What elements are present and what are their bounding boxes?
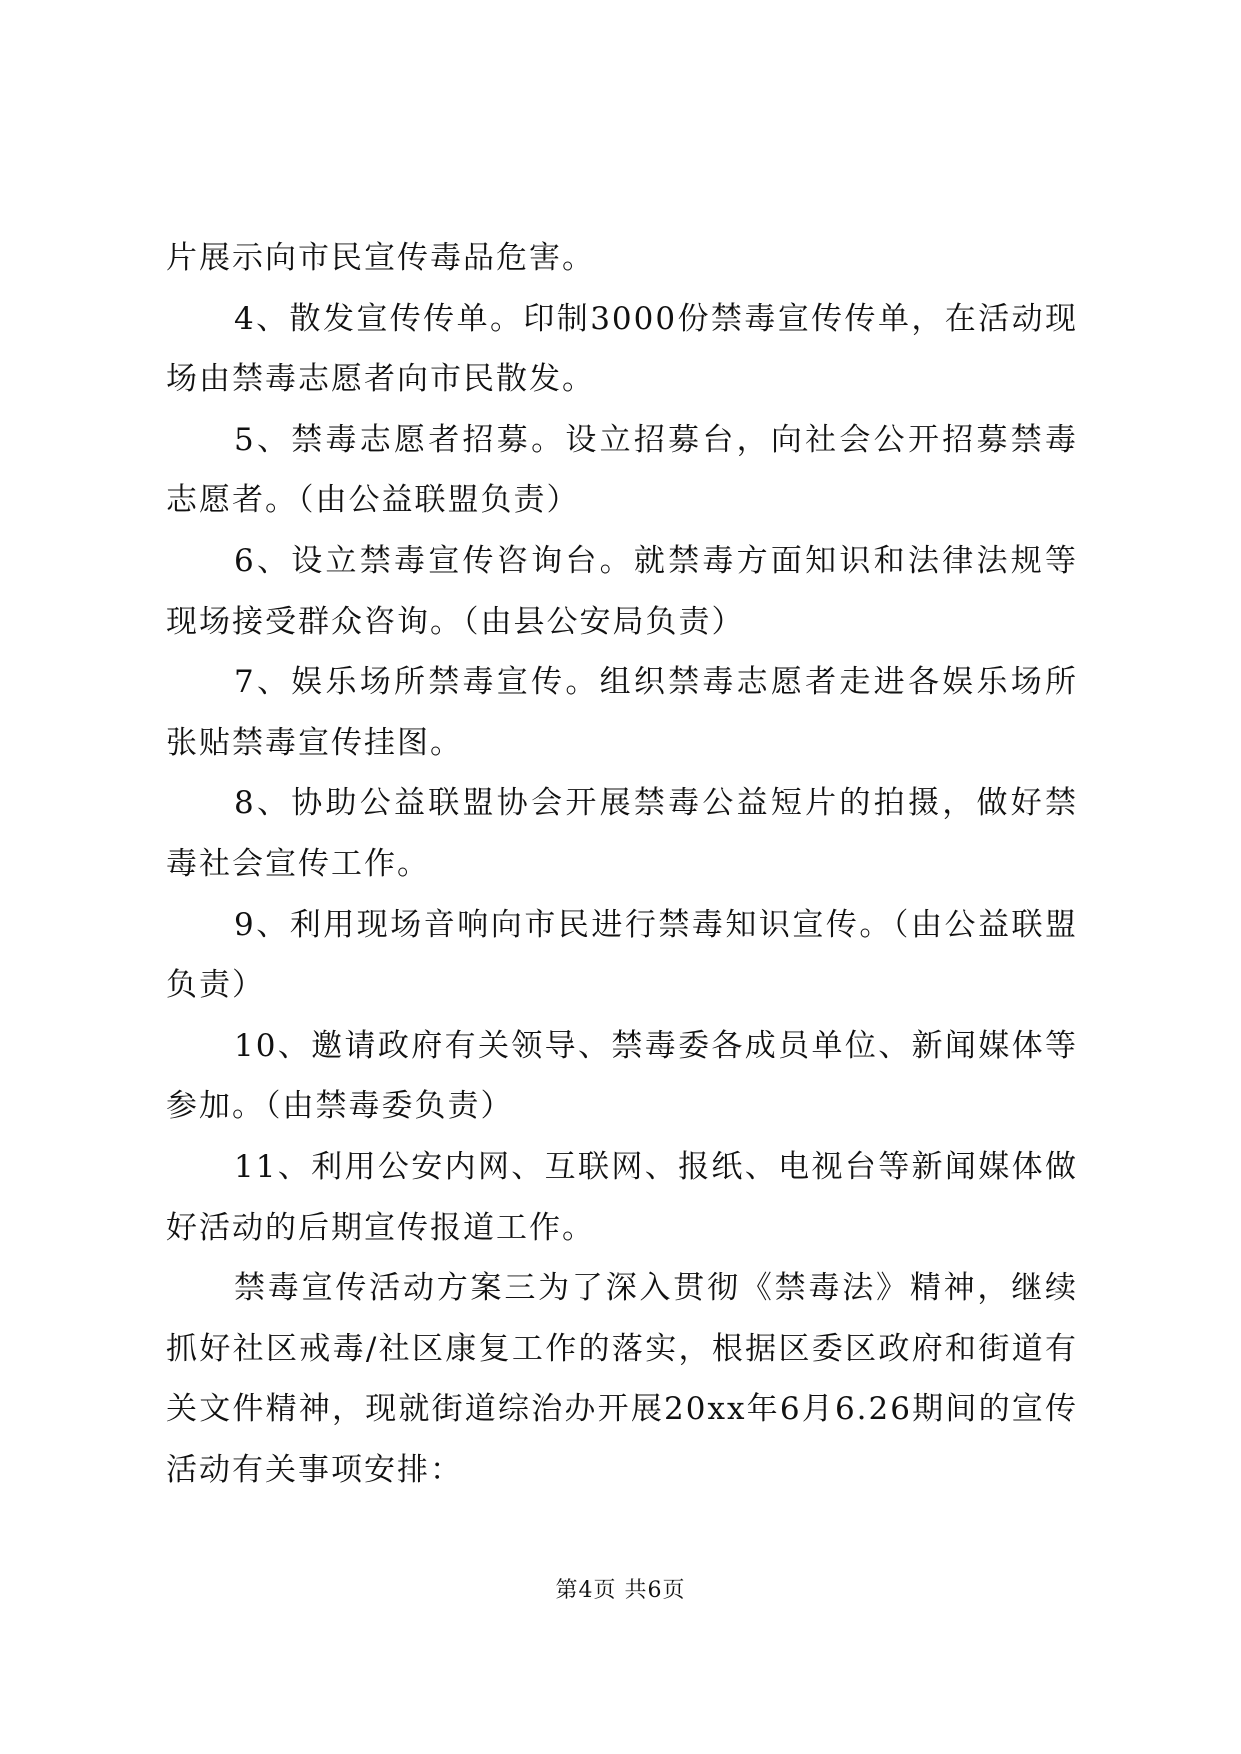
- paragraph-item-6: 6、设立禁毒宣传咨询台。就禁毒方面知识和法律法规等现场接受群众咨询。（由县公安局负责）: [166, 542, 1078, 640]
- paragraph-item-8: 8、协助公益联盟协会开展禁毒公益短片的拍摄，做好禁毒社会宣传工作。: [166, 785, 1078, 882]
- paragraph-plan-three: 禁毒宣传活动方案三为了深入贯彻《禁毒法》精神，继续抓好社区戒毒/社区康复工作的落实，根据区委区政府和街道有关文件精神，现就街道综治办开展20xx年6月6.26期间的宣传活动有关事项安排：: [166, 1270, 1078, 1488]
- paragraph-item-9: 9、利用现场音响向市民进行禁毒知识宣传。（由公益联盟负责）: [166, 906, 1078, 1004]
- paragraph-item-5: 5、禁毒志愿者招募。设立招募台，向社会公开招募禁毒志愿者。（由公益联盟负责）: [166, 421, 1078, 519]
- paragraph-item-11: 11、利用公安内网、互联网、报纸、电视台等新闻媒体做好活动的后期宣传报道工作。: [166, 1148, 1078, 1246]
- page-number-label: 第4页 共6页: [555, 1578, 686, 1603]
- body-text: [166, 228, 1078, 1500]
- page-footer: [0, 1576, 1241, 1606]
- paragraph-item-10: 10、邀请政府有关领导、禁毒委各成员单位、新闻媒体等参加。（由禁毒委负责）: [166, 1027, 1078, 1125]
- paragraph-item-7: 7、娱乐场所禁毒宣传。组织禁毒志愿者走进各娱乐场所张贴禁毒宣传挂图。: [166, 664, 1078, 761]
- paragraph-item-4: 4、散发宣传传单。印制3000份禁毒宣传传单，在活动现场由禁毒志愿者向市民散发。: [166, 300, 1078, 398]
- paragraph-continuation: 片展示向市民宣传毒品危害。: [166, 240, 595, 276]
